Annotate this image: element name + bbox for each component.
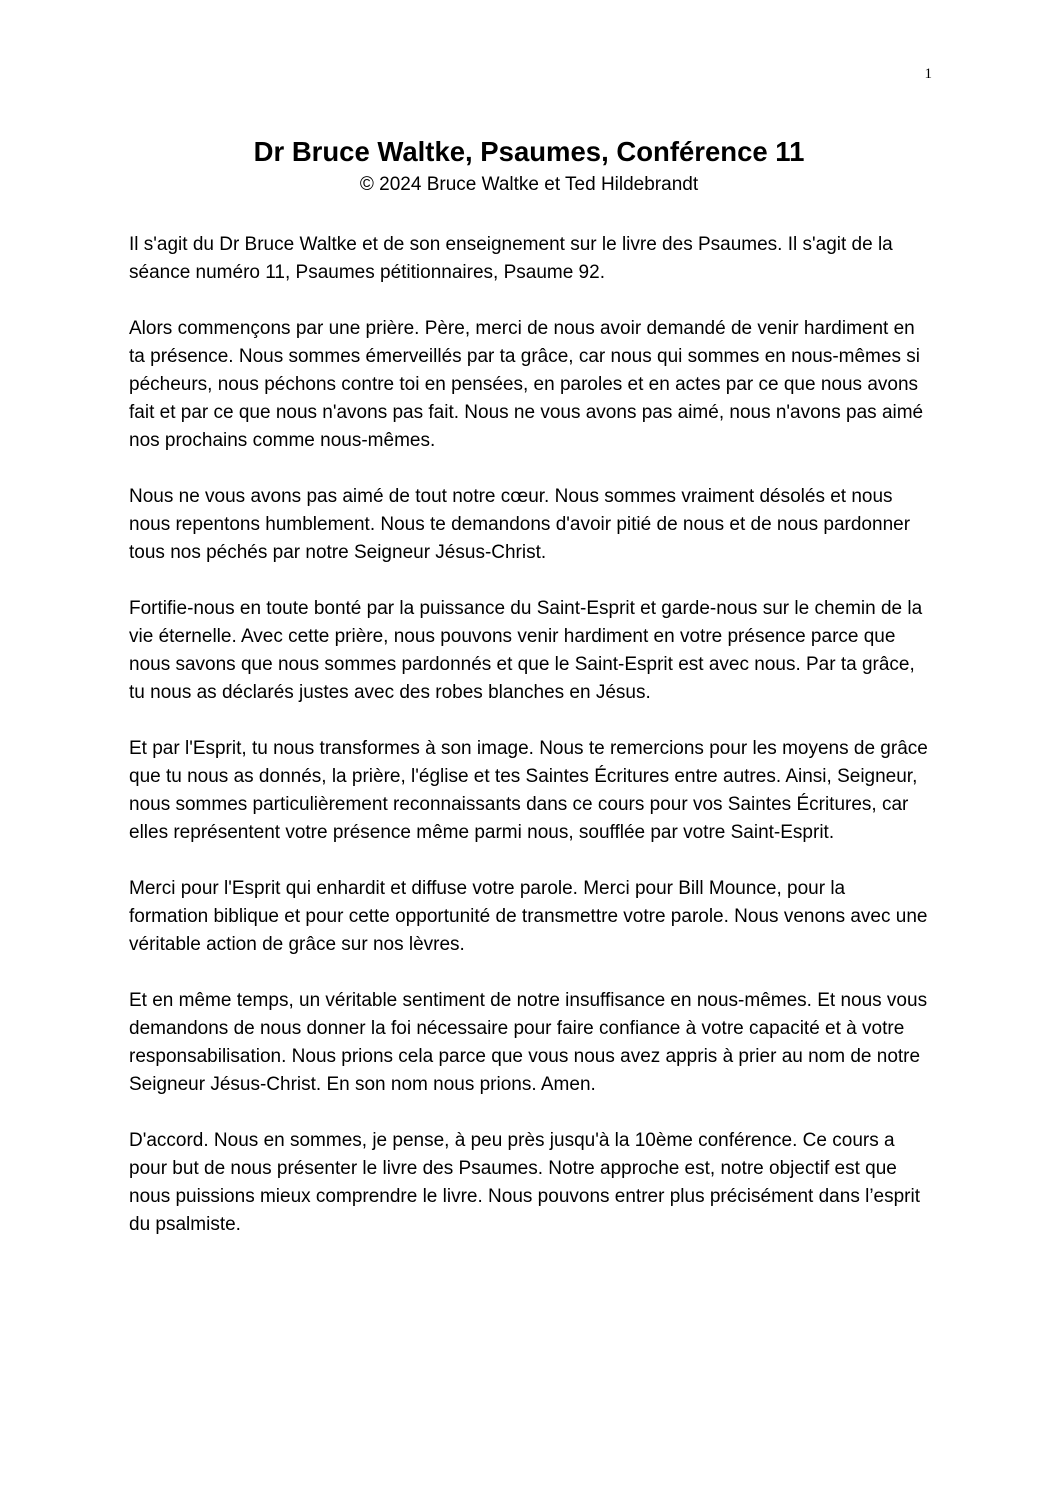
paragraph: Fortifie-nous en toute bonté par la puissance du Saint-Esprit et garde-nous sur le chemin de la vie éternelle. Avec cette prière, nous pouvons venir hardiment en votre présence parce que nous savons que nous sommes pardonnés et que le Saint-Esprit est avec nous. Par ta grâce, tu nous as déclarés justes avec des robes blanches en Jésus. xyxy=(129,598,923,703)
document-body xyxy=(129,231,929,1267)
page-number: 1 xyxy=(924,66,932,82)
paragraph: Et par l'Esprit, tu nous transformes à son image. Nous te remercions pour les moyens de grâce que tu nous as donnés, la prière, l'église et tes Saintes Écritures entre autres. Ainsi, Seigneur, nous sommes particulièrement reconnaissants dans ce cours pour vos Saintes Écritures, car elles représentent votre présence même parmi nous, soufflée par votre Saint-Esprit. xyxy=(129,738,928,843)
document-title: Dr Bruce Waltke, Psaumes, Conférence 11 xyxy=(253,136,805,167)
copyright-line: © 2024 Bruce Waltke et Ted Hildebrandt xyxy=(359,174,699,195)
paragraph: Alors commençons par une prière. Père, merci de nous avoir demandé de venir hardiment en ta présence. Nous sommes émerveillés par ta grâce, car nous qui sommes en nous-mêmes si pécheurs, nous péchons contre toi en pensées, en paroles et en actes par ce que nous avons fait et par ce que nous n'avons pas fait. Nous ne vous avons pas aimé, nous n'avons pas aimé nos prochains comme nous-mêmes. xyxy=(129,318,924,451)
paragraph: Merci pour l'Esprit qui enhardit et diffuse votre parole. Merci pour Bill Mounce, pour la formation biblique et pour cette opportunité de transmettre votre parole. Nous venons avec une véritable action de grâce sur nos lèvres. xyxy=(129,878,928,955)
paragraph: Il s'agit du Dr Bruce Waltke et de son enseignement sur le livre des Psaumes. Il s'agit de la séance numéro 11, Psaumes pétitionnaires, Psaume 92. xyxy=(129,234,893,283)
paragraph: Et en même temps, un véritable sentiment de notre insuffisance en nous-mêmes. Et nous vous demandons de nous donner la foi nécessaire pour faire confiance à votre capacité et à votre responsabilisation. Nous prions cela parce que vous nous avez appris à prier au nom de notre Seigneur Jésus-Christ. En son nom nous prions. Amen. xyxy=(129,990,928,1095)
paragraph: Nous ne vous avons pas aimé de tout notre cœur. Nous sommes vraiment désolés et nous nous repentons humblement. Nous te demandons d'avoir pitié de nous et de nous pardonner tous nos péchés par notre Seigneur Jésus-Christ. xyxy=(129,486,911,563)
paragraph: D'accord. Nous en sommes, je pense, à peu près jusqu'à la 10ème conférence. Ce cours a pour but de nous présenter le livre des Psaumes. Notre approche est, notre objectif est que nous puissions mieux comprendre le livre. Nous pouvons entrer plus précisément dans l’esprit du psalmiste. xyxy=(129,1130,920,1235)
